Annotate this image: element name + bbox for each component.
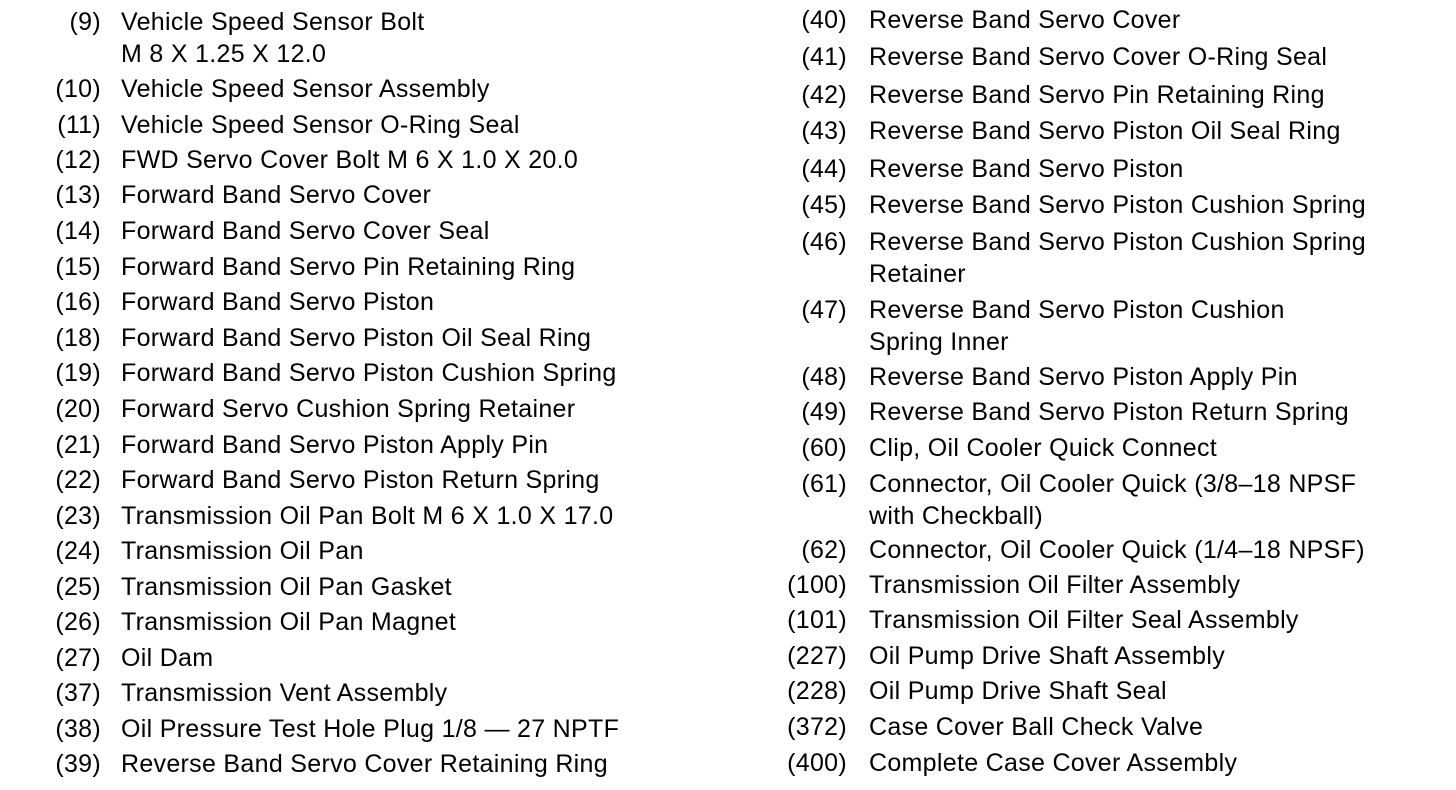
item-description [869,535,1365,567]
item-description [121,394,575,426]
list-item [0,358,740,390]
list-item [760,605,1450,637]
list-item [760,362,1450,394]
item-description [869,748,1237,780]
item-description [121,607,456,639]
list-item [0,323,740,355]
list-item [0,110,740,142]
item-description [121,536,364,568]
item-description-line: Case Cover Ball Check Valve [869,713,1204,741]
list-item [0,501,740,533]
item-number: (25) [55,573,101,601]
list-item [760,397,1450,429]
list-item [760,5,1450,37]
item-number: (41) [801,43,847,71]
list-item [0,749,740,781]
list-item [760,676,1450,708]
item-description [121,714,619,746]
item-description [869,712,1203,744]
item-number: (38) [55,715,101,743]
item-description [121,145,578,177]
item-number: (19) [55,359,101,387]
item-description [869,397,1349,429]
item-description-line: FWD Servo Cover Bolt M 6 X 1.0 X 20.0 [121,146,579,174]
item-description-line: Forward Band Servo Piston [121,288,435,316]
item-number: (48) [801,363,847,391]
item-number: (22) [55,466,101,494]
item-description-line: Forward Band Servo Piston Apply Pin [121,431,549,459]
item-description [869,42,1327,74]
item-description [869,433,1217,465]
item-description-line: Reverse Band Servo Cover [869,6,1181,34]
item-description-line: Vehicle Speed Sensor Bolt [121,8,425,36]
item-description-line: Connector, Oil Cooler Quick (1/4–18 NPSF) [869,536,1365,564]
item-number: (400) [787,749,847,777]
list-item [0,252,740,284]
item-description-line: Oil Dam [121,644,214,672]
item-number: (11) [57,111,101,139]
item-number: (27) [55,644,101,672]
item-number: (12) [55,146,101,174]
item-description [121,572,452,604]
item-description-line: Vehicle Speed Sensor Assembly [121,75,490,103]
item-number: (44) [801,155,847,183]
item-description-line: Clip, Oil Cooler Quick Connect [869,434,1218,462]
item-description-line: Transmission Oil Pan Magnet [121,608,457,636]
list-item [760,641,1450,673]
item-description [869,676,1167,708]
item-description-line: Reverse Band Servo Piston Cushion [869,296,1285,324]
item-description-line: Retainer [869,260,966,288]
item-description [121,323,591,355]
item-number: (43) [801,117,847,145]
item-description [121,216,490,248]
item-description-line: Connector, Oil Cooler Quick (3/8–18 NPSF [869,470,1357,498]
item-description-line: Forward Band Servo Cover Seal [121,217,490,245]
item-description-line: Reverse Band Servo Piston Return Spring [869,398,1349,426]
list-item [760,154,1450,186]
item-description [121,749,608,781]
item-description-line: Spring Inner [869,328,1009,356]
list-item [760,433,1450,465]
item-description-line: Complete Case Cover Assembly [869,749,1238,777]
item-description-line: Reverse Band Servo Cover O-Ring Seal [869,43,1328,71]
list-item [0,714,740,746]
list-item [0,74,740,106]
item-description [121,430,548,462]
item-description [869,116,1341,148]
item-number: (46) [801,228,847,256]
item-number: (10) [55,75,101,103]
item-number: (49) [801,398,847,426]
item-number: (23) [55,502,101,530]
item-number: (37) [55,679,101,707]
item-description [869,190,1366,222]
list-item [0,7,740,71]
item-number: (21) [55,431,101,459]
list-item [760,190,1450,222]
list-item [760,116,1450,148]
list-item [0,643,740,675]
item-number: (9) [69,8,101,36]
item-description-line: Reverse Band Servo Pin Retaining Ring [869,81,1325,109]
list-item [0,394,740,426]
list-item [760,227,1450,291]
list-item [760,80,1450,112]
list-item [0,536,740,568]
item-description [121,465,600,497]
item-description [869,570,1240,602]
list-item [760,535,1450,567]
item-description [121,287,434,319]
item-number: (228) [787,677,847,705]
item-number: (227) [787,642,847,670]
item-description-line: Forward Band Servo Piston Return Spring [121,466,600,494]
item-description [869,469,1356,533]
item-description [869,362,1298,394]
item-description [869,605,1299,637]
item-number: (14) [55,217,101,245]
item-number: (42) [801,81,847,109]
item-description-line: Transmission Oil Filter Assembly [869,571,1241,599]
item-number: (26) [55,608,101,636]
item-description-line: Reverse Band Servo Cover Retaining Ring [121,750,608,778]
item-description-line: Transmission Oil Pan Bolt M 6 X 1.0 X 17.0 [121,502,614,530]
item-number: (40) [801,6,847,34]
item-number: (47) [801,296,847,324]
item-description [121,180,431,212]
item-number: (20) [55,395,101,423]
item-description [869,641,1225,673]
item-number: (24) [55,537,101,565]
item-number: (372) [787,713,847,741]
item-number: (39) [55,750,101,778]
item-description-line: Reverse Band Servo Piston Cushion Spring [869,228,1366,256]
item-description [121,678,447,710]
list-item [0,180,740,212]
list-item [0,465,740,497]
list-item [760,748,1450,780]
item-description-line: Transmission Oil Filter Seal Assembly [869,606,1299,634]
list-item [0,145,740,177]
item-description-line: Forward Band Servo Piston Cushion Spring [121,359,617,387]
item-description-line: Transmission Vent Assembly [121,679,448,707]
item-description [869,80,1325,112]
item-description [121,501,613,533]
item-description [869,295,1285,359]
item-number: (61) [801,470,847,498]
item-description-line: Oil Pressure Test Hole Plug 1/8 — 27 NPTF [121,715,620,743]
item-description-line: Forward Band Servo Cover [121,181,432,209]
item-description [121,252,575,284]
item-description-line: Reverse Band Servo Piston Oil Seal Ring [869,117,1341,145]
list-item [760,570,1450,602]
item-description-line: Forward Servo Cushion Spring Retainer [121,395,576,423]
item-description-line: Forward Band Servo Pin Retaining Ring [121,253,576,281]
item-description [869,154,1184,186]
list-item [0,287,740,319]
list-item [0,572,740,604]
item-description-line: Forward Band Servo Piston Oil Seal Ring [121,324,592,352]
item-description-line: Vehicle Speed Sensor O-Ring Seal [121,111,520,139]
list-item [760,295,1450,359]
item-description-line: Reverse Band Servo Piston Apply Pin [869,363,1298,391]
item-description-line: Oil Pump Drive Shaft Seal [869,677,1167,705]
item-number: (101) [787,606,847,634]
item-description-line: Transmission Oil Pan Gasket [121,573,452,601]
item-description [121,7,425,71]
item-number: (18) [55,324,101,352]
list-item [0,430,740,462]
list-item [760,712,1450,744]
item-number: (13) [55,181,101,209]
item-description-line: Oil Pump Drive Shaft Assembly [869,642,1226,670]
list-item [0,678,740,710]
item-number: (62) [801,536,847,564]
list-item [760,42,1450,74]
item-description [121,74,490,106]
item-description-line: Transmission Oil Pan [121,537,364,565]
item-description-line: Reverse Band Servo Piston [869,155,1184,183]
list-item [0,216,740,248]
item-description [869,227,1366,291]
item-description-line: with Checkball) [869,502,1044,530]
item-description [121,110,520,142]
item-description [121,358,617,390]
item-number: (15) [55,253,101,281]
item-description [121,643,213,675]
item-number: (45) [801,191,847,219]
item-number: (16) [55,288,101,316]
list-item [0,607,740,639]
list-item [760,469,1450,533]
item-description [869,5,1181,37]
item-description-line: M 8 X 1.25 X 12.0 [121,40,327,68]
item-number: (60) [801,434,847,462]
item-description-line: Reverse Band Servo Piston Cushion Spring [869,191,1366,219]
item-number: (100) [787,571,847,599]
